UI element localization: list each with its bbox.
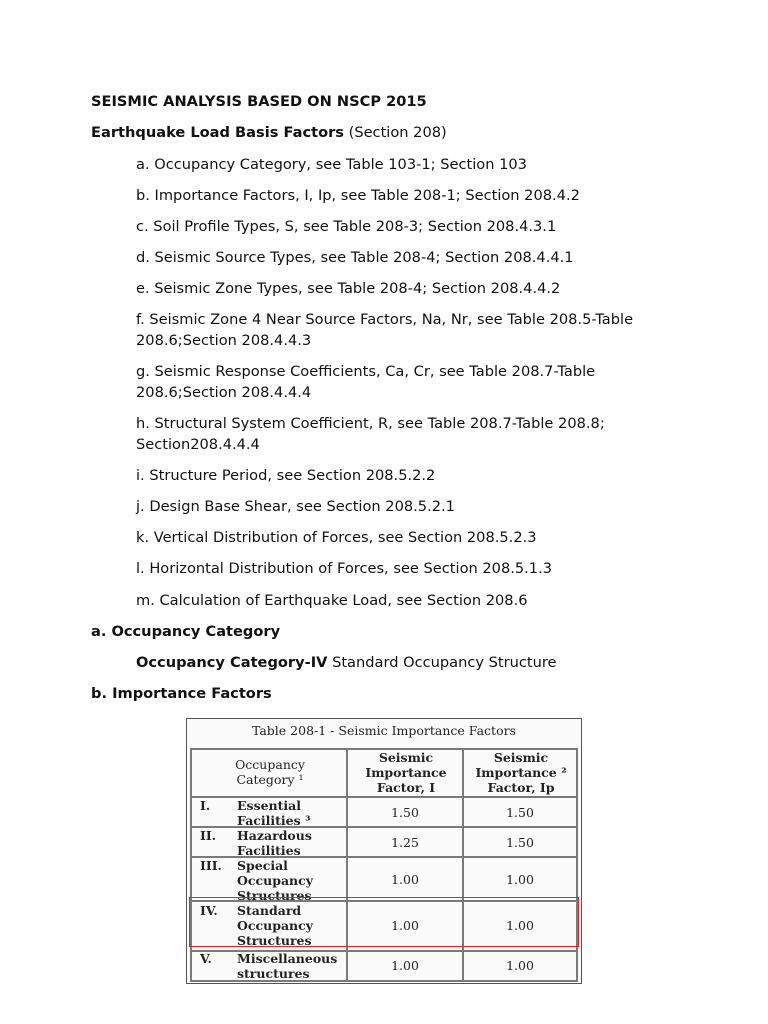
occupancy-label: Occupancy Category-IV bbox=[136, 654, 328, 671]
document-title: SEISMIC ANALYSIS BASED ON NSCP 2015 bbox=[91, 93, 427, 110]
table-caption: Table 208-1 - Seismic Importance Factors bbox=[251, 723, 516, 738]
section-a-heading: a. Occupancy Category bbox=[91, 623, 281, 640]
row-number: I. bbox=[200, 798, 211, 813]
row-number: III. bbox=[200, 858, 222, 873]
list-item: d. Seismic Source Types, see Table 208-4; Section 208.4.4.1 bbox=[136, 249, 574, 266]
row-number: V. bbox=[200, 951, 212, 966]
row-category: Standard Occupancy Structures bbox=[237, 903, 314, 948]
occupancy-value: Standard Occupancy Structure bbox=[332, 654, 557, 671]
occupancy-line bbox=[136, 652, 557, 673]
row-number: IV. bbox=[200, 903, 218, 918]
basis-ref: (Section 208) bbox=[348, 124, 447, 141]
row-value-ip: 1.50 bbox=[506, 835, 534, 850]
list-item: k. Vertical Distribution of Forces, see Section 208.5.2.3 bbox=[136, 529, 537, 546]
row-number: II. bbox=[200, 828, 217, 843]
row-category: Miscellaneous structures bbox=[237, 951, 338, 981]
list-item: a. Occupancy Category, see Table 103-1; Section 103 bbox=[136, 156, 527, 173]
list-item: f. Seismic Zone 4 Near Source Factors, Na, Nr, see Table 208.5-Table 208.6;Section 208.4.4.3 bbox=[136, 311, 634, 349]
row-value-ip: 1.50 bbox=[506, 805, 534, 820]
basis-label: Earthquake Load Basis Factors bbox=[91, 124, 344, 141]
list-item: l. Horizontal Distribution of Forces, see Section 208.5.1.3 bbox=[136, 560, 553, 577]
section-b-heading: b. Importance Factors bbox=[91, 685, 272, 702]
header-importance-i: Seismic Importance Factor, I bbox=[365, 750, 447, 795]
row-value-ip: 1.00 bbox=[506, 918, 534, 933]
list-item: m. Calculation of Earthquake Load, see Section 208.6 bbox=[136, 592, 528, 609]
row-value-i: 1.25 bbox=[391, 835, 419, 850]
row-value-i: 1.00 bbox=[391, 958, 419, 973]
row-category: Essential Facilities ³ bbox=[237, 798, 311, 828]
row-value-i: 1.00 bbox=[391, 872, 419, 887]
basis-line bbox=[91, 122, 447, 143]
list-item: j. Design Base Shear, see Section 208.5.2.1 bbox=[136, 498, 455, 515]
category-iv-highlight bbox=[189, 897, 579, 947]
row-category: Special Occupancy Structures bbox=[237, 858, 314, 903]
list-item: h. Structural System Coefficient, R, see Table 208.7-Table 208.8; Section208.4.4.4 bbox=[136, 415, 605, 453]
list-item: i. Structure Period, see Section 208.5.2.2 bbox=[136, 467, 436, 484]
row-value-i: 1.50 bbox=[391, 805, 419, 820]
list-item: c. Soil Profile Types, S, see Table 208-3; Section 208.4.3.1 bbox=[136, 218, 557, 235]
header-occupancy: Occupancy Category ¹ bbox=[235, 757, 305, 787]
row-value-ip: 1.00 bbox=[506, 872, 534, 887]
row-category: Hazardous Facilities bbox=[237, 828, 312, 858]
list-item: g. Seismic Response Coefficients, Ca, Cr, see Table 208.7-Table 208.6;Section 208.4.4.4 bbox=[136, 363, 596, 401]
list-item: e. Seismic Zone Types, see Table 208-4; Section 208.4.4.2 bbox=[136, 280, 561, 297]
row-value-i: 1.00 bbox=[391, 918, 419, 933]
row-value-ip: 1.00 bbox=[506, 958, 534, 973]
header-importance-ip: Seismic Importance ² Factor, Ip bbox=[475, 750, 567, 795]
list-item: b. Importance Factors, I, Ip, see Table 208-1; Section 208.4.2 bbox=[136, 187, 580, 204]
